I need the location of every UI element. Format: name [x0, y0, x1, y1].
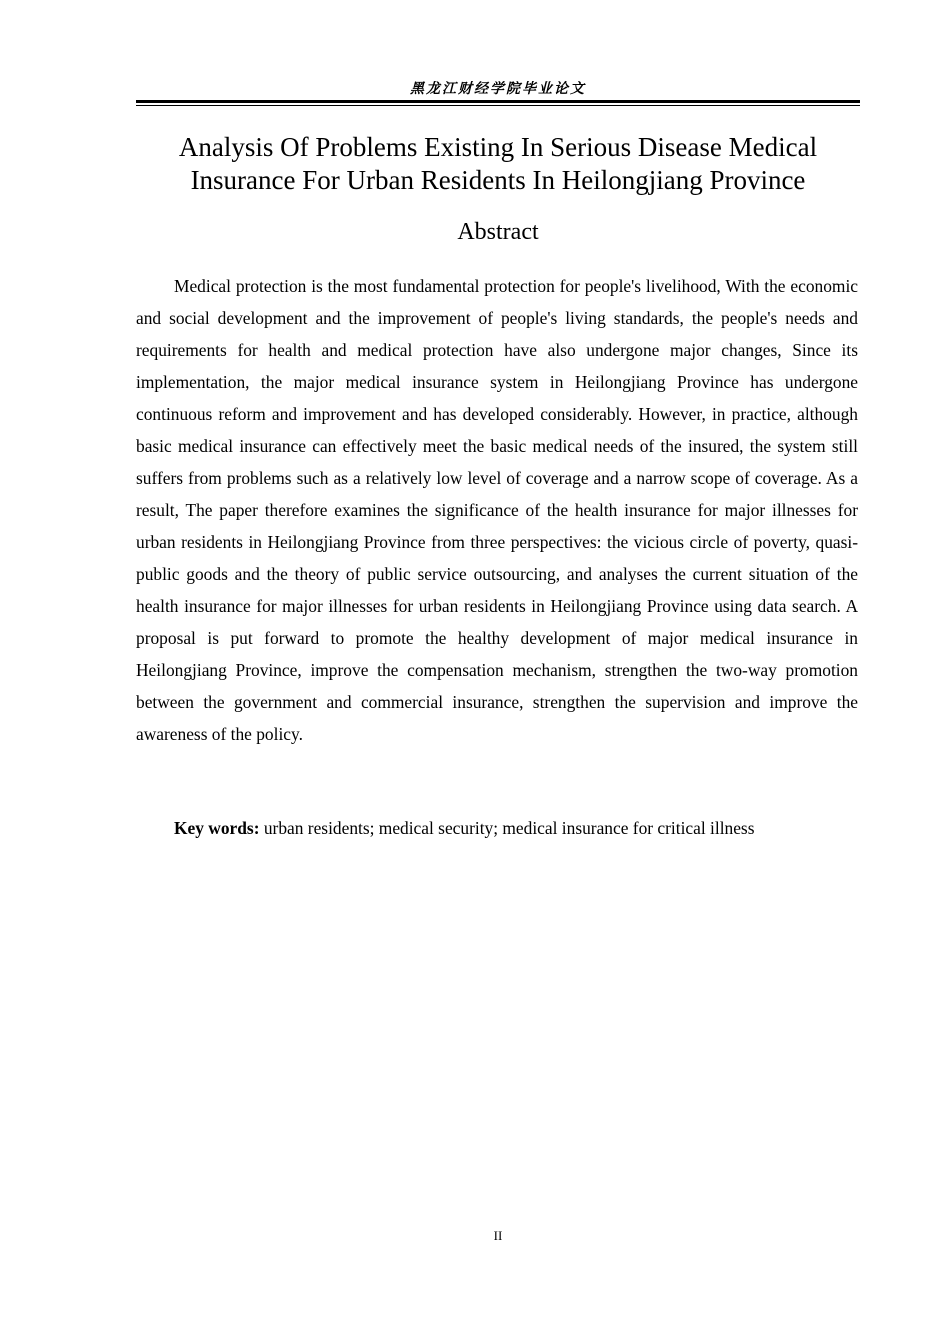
page-number: II: [493, 1228, 503, 1243]
keywords-line: [136, 812, 858, 844]
abstract-body: Medical protection is the most fundamental protection for people's livelihood, With the economic and social development and the improvement of people's living standards, the people's needs and requirements for health and medical protection have also undergone major changes, Since its implementation, the major medical insurance system in Heilongjiang Province has undergone continuous reform and improvement and has developed considerably. However, in practice, although basic medical insurance can effectively meet the basic medical needs of the insured, the system still suffers from problems such as a relatively low level of coverage and a narrow scope of coverage. As a result, The paper therefore examines the significance of the health insurance for major illnesses for urban residents in Heilongjiang Province from three perspectives: the vicious circle of poverty, quasi-public goods and the theory of public service outsourcing, and analyses the current situation of the health insurance for major illnesses for urban residents in Heilongjiang Province using data search. A proposal is put forward to promote the healthy development of major medical insurance in Heilongjiang Province, improve the compensation mechanism, strengthen the two-way promotion between the government and commercial insurance, strengthen the supervision and improve the awareness of the policy.: [136, 276, 858, 744]
paper-title: [136, 131, 860, 197]
header-rule-thin: [136, 105, 860, 106]
running-header: 黑龙江财经学院毕业论文: [410, 81, 586, 97]
abstract-heading: Abstract: [457, 219, 539, 245]
keywords-text: urban residents; medical security; medical insurance for critical illness: [259, 818, 755, 838]
keywords-label: Key words:: [174, 818, 260, 838]
paper-title-line-2: Insurance For Urban Residents In Heilongjiang Province: [190, 165, 806, 195]
paper-title-line-1: Analysis Of Problems Existing In Serious Disease Medical: [178, 132, 818, 162]
header-rule-thick: [136, 100, 860, 103]
